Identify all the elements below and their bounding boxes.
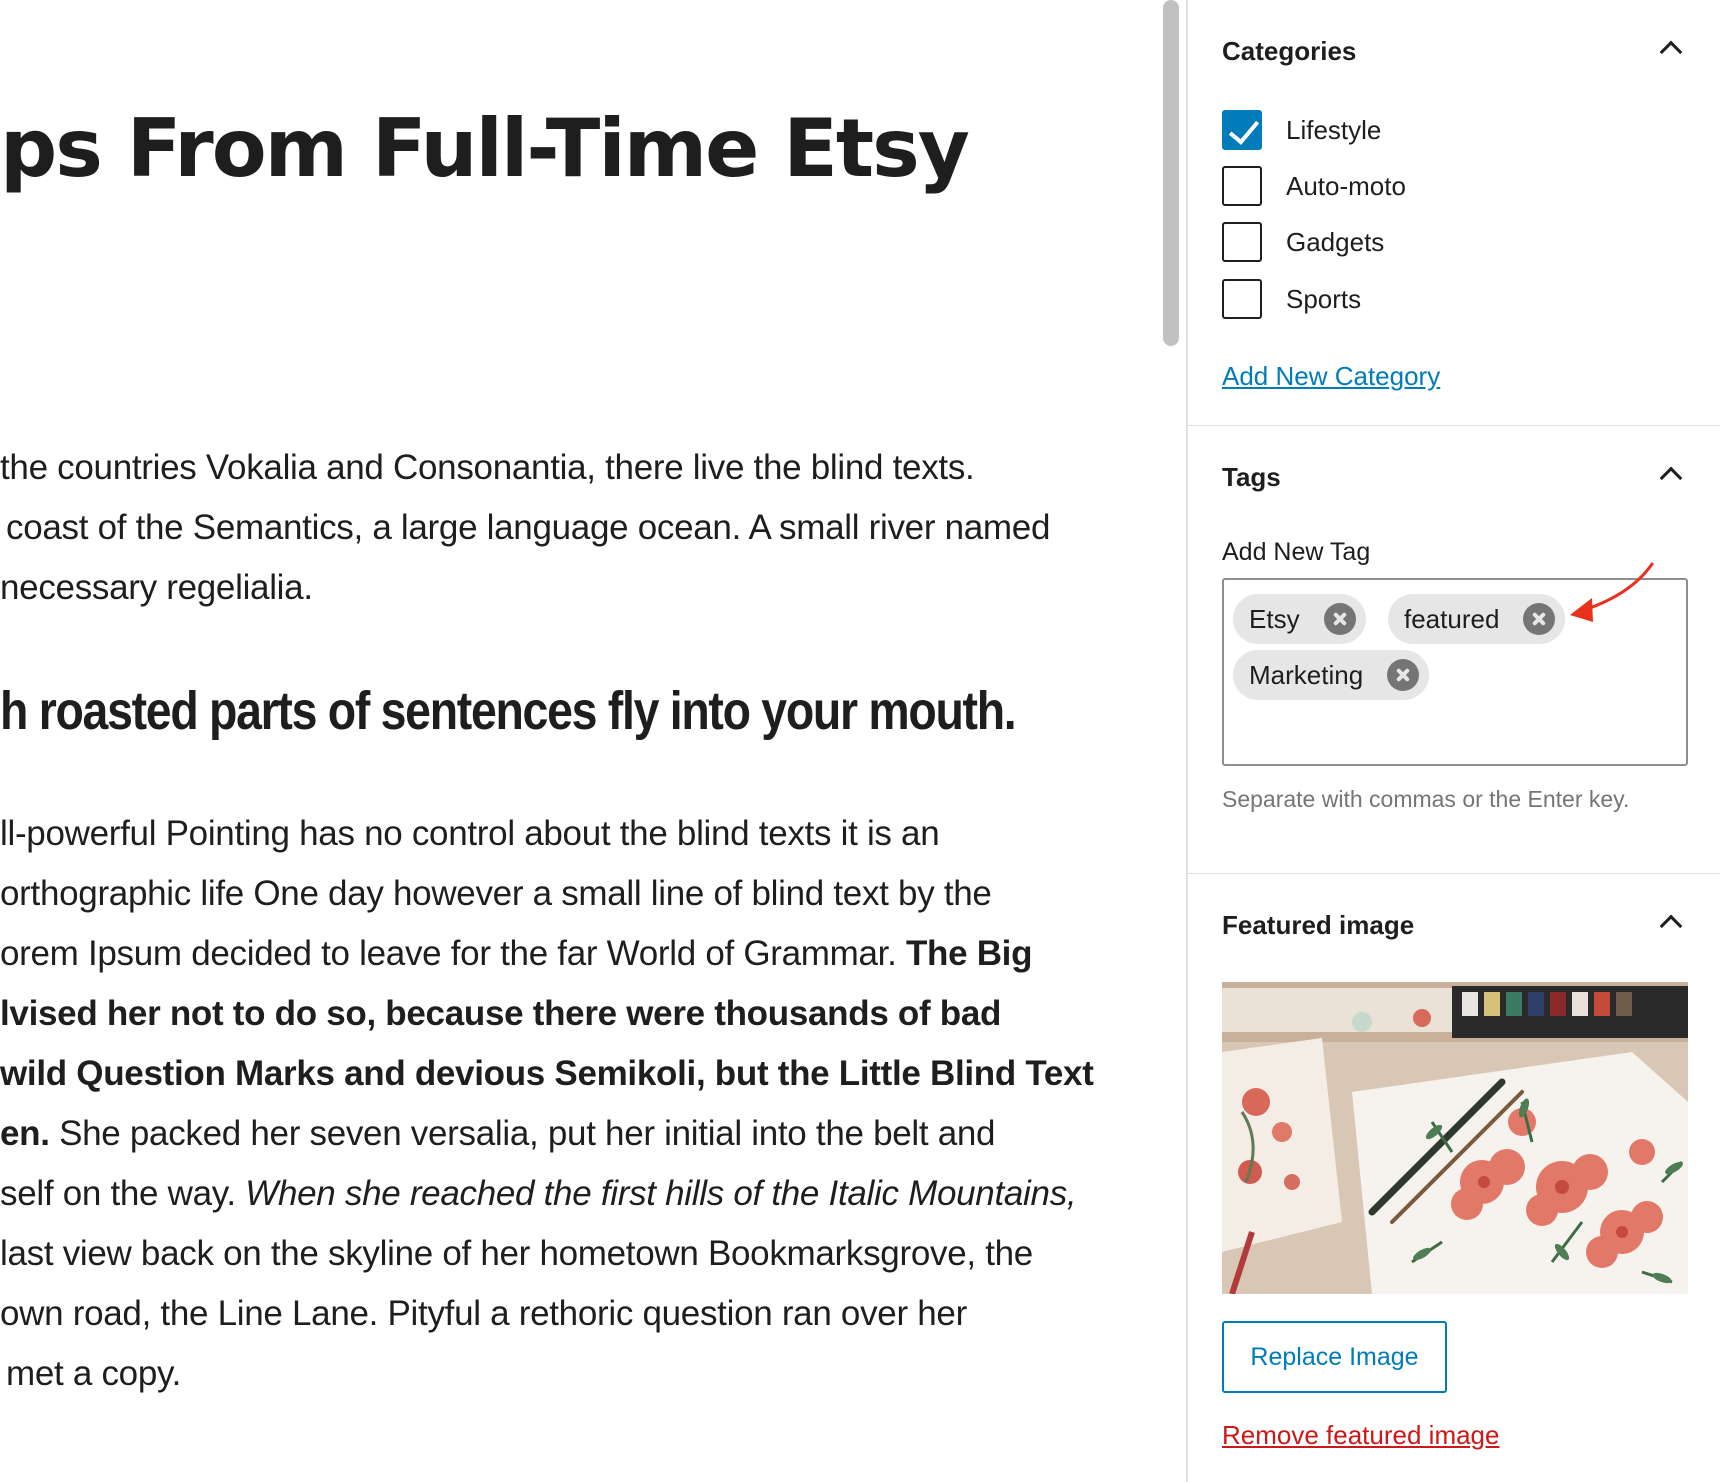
remove-tag-icon[interactable] [1324,603,1356,635]
paragraph-line[interactable]: ll-powerful Pointing has no control about the blind texts it is an [0,814,940,853]
text-run: self on the way. [0,1174,246,1213]
category-item-gadgets[interactable] [1222,222,1384,262]
paragraph-line[interactable]: met a copy. [6,1354,182,1393]
tag-chip-label: Etsy [1249,603,1300,634]
featured-image-preview[interactable] [1222,982,1688,1294]
paragraph-line[interactable] [0,1174,1076,1214]
tag-input-box[interactable] [1222,578,1688,766]
paragraph-line[interactable]: necessary regelialia. [0,568,313,607]
tag-chip-marketing [1233,650,1429,700]
remove-featured-image-link[interactable]: Remove featured image [1222,1420,1500,1450]
paragraph-line[interactable]: last view back on the skyline of her hometown Bookmarksgrove, the [0,1234,1033,1273]
tag-help-text: Separate with commas or the Enter key. [1222,786,1630,812]
replace-image-button[interactable]: Replace Image [1222,1321,1447,1393]
category-label: Sports [1286,283,1362,314]
editor-scrollbar-thumb[interactable] [1163,0,1179,346]
text-run: She packed her seven versalia, put her initial into the belt and [49,1114,996,1153]
post-title[interactable]: ps From Full-Time Etsy [0,102,968,195]
checkbox-icon[interactable] [1222,166,1262,206]
paragraph-line[interactable]: orthographic life One day however a small line of blind text by the [0,874,992,913]
tag-chip-featured [1388,594,1565,644]
watercolor-flowers-image [1222,982,1688,1294]
tag-chip-etsy [1233,594,1366,644]
paragraph-line[interactable]: own road, the Line Lane. Pityful a rethoric question ran over her [0,1294,967,1333]
tag-chip-label: Marketing [1249,659,1364,690]
checkbox-icon[interactable] [1222,222,1262,262]
category-label: Auto-moto [1286,170,1406,201]
subheading[interactable]: h roasted parts of sentences fly into your mouth. [0,681,1016,741]
remove-tag-icon[interactable] [1523,603,1555,635]
bold-text-run: en. [0,1114,50,1153]
bold-text-run: wild Question Marks and devious Semikoli, but the Little Blind Text [0,1054,1094,1093]
settings-sidebar [1187,0,1720,1482]
chevron-up-icon[interactable] [1659,36,1681,58]
add-new-category-link[interactable]: Add New Category [1222,361,1441,391]
text-run: orem Ipsum decided to leave for the far World of Grammar. [0,934,906,973]
remove-tag-icon[interactable] [1387,659,1419,691]
paragraph-line[interactable] [0,1054,1094,1094]
paragraph-line[interactable] [0,994,1001,1034]
tags-panel-title[interactable]: Tags [1222,462,1281,492]
chevron-up-icon[interactable] [1659,462,1681,484]
chevron-up-icon[interactable] [1659,910,1681,932]
categories-panel-title[interactable]: Categories [1222,36,1357,66]
paragraph-line[interactable] [0,1114,995,1154]
bold-text-run: lvised her not to do so, because there were thousands of bad [0,994,1002,1033]
category-label: Lifestyle [1286,114,1382,145]
category-label: Gadgets [1286,226,1385,257]
bold-text-run: The Big [905,934,1033,973]
categories-panel [1188,0,1720,426]
tag-chip-label: featured [1404,603,1500,634]
category-item-lifestyle[interactable] [1222,110,1381,150]
checkbox-icon[interactable] [1222,279,1262,319]
category-item-sports[interactable] [1222,279,1361,319]
paragraph-line[interactable]: coast of the Semantics, a large language ocean. A small river named [6,508,1051,547]
checkbox-checked-icon[interactable] [1222,110,1262,150]
featured-image-panel-title[interactable]: Featured image [1222,910,1415,940]
italic-text-run: When she reached the first hills of the Italic Mountains, [245,1174,1077,1213]
add-new-tag-label: Add New Tag [1222,538,1371,566]
category-item-auto-moto[interactable] [1222,166,1406,206]
paragraph-line[interactable] [0,934,1032,974]
paragraph-line[interactable]: the countries Vokalia and Consonantia, there live the blind texts. [0,448,975,487]
